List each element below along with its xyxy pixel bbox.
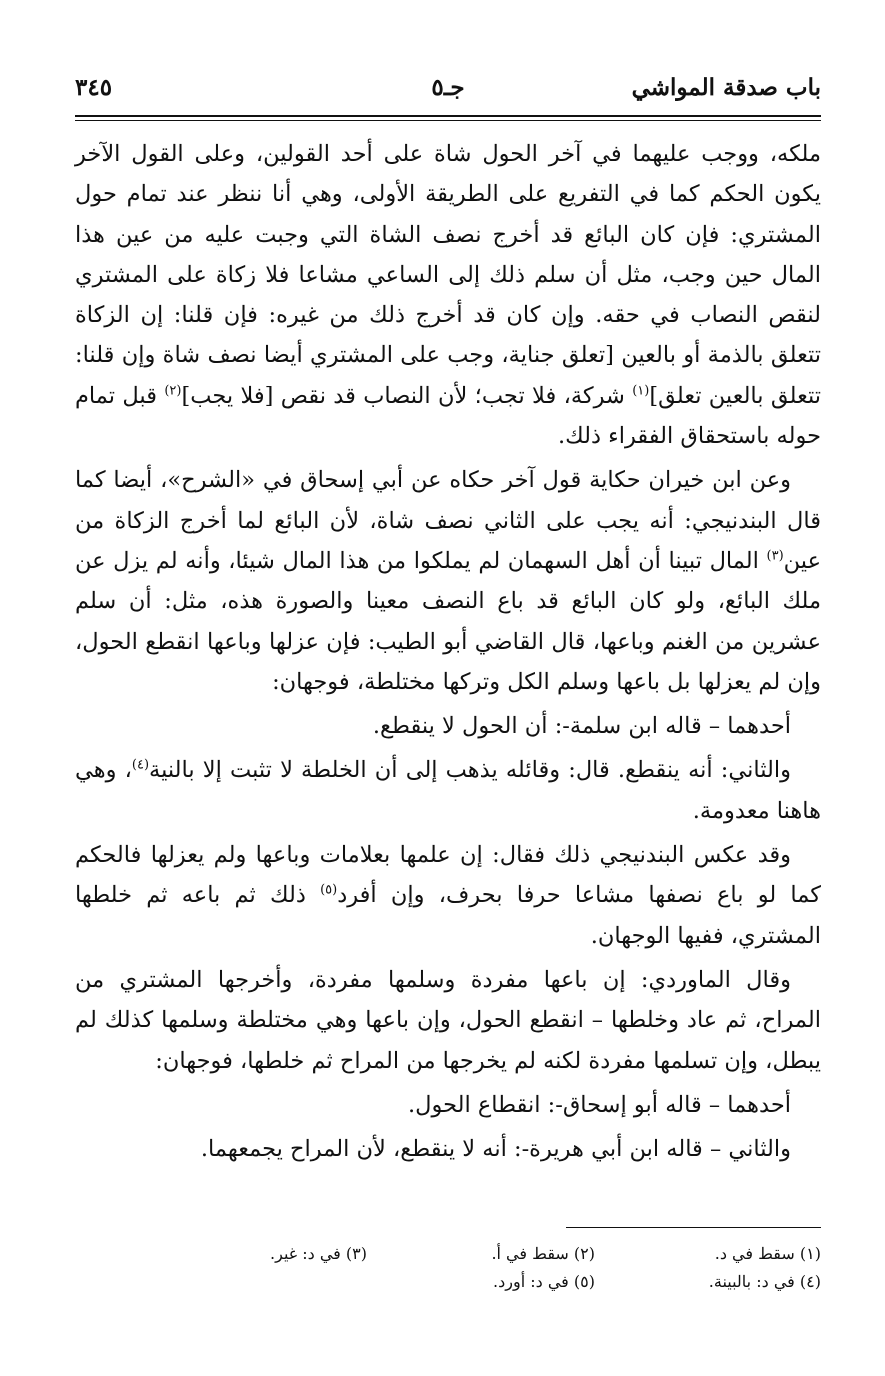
header-rule-thick: [75, 115, 821, 117]
footnote-ref: (٢): [164, 383, 182, 399]
footnote-row: [180, 1240, 821, 1268]
text-run: والثاني: أنه ينقطع. قال: وقائله يذهب إلى أن الخلطة لا تثبت إلا بالنية: [149, 757, 791, 784]
footnote-item: [493, 1268, 595, 1296]
footnote-item: [709, 1268, 821, 1296]
text-run: المال تبينا أن أهل السهمان لم يملكوا من هذا المال شيئا، وأنه لم يزل عن ملك البائع، ولو كان البائع قد باع النصف معينا والصورة هذه، مثل: أن سلم عشرين من الغنم وباعها، قال القاضي أبو الطيب: فإن عزلها وباعها انقطع الحول، وإن لم يعزلها بل باعها وسلم الكل وتركها مختلطة، فوجهان:: [75, 547, 821, 695]
paragraph: وقال الماوردي: إن باعها مفردة وسلمها مفردة، وأخرجها المشتري من المراح، ثم عاد وخلطها – انقطع الحول، وإن باعها وهي مختلطة وسلمها كذلك لم يبطل، وإن تسلمها مفردة لكنه لم يخرجها من المراح ثم خلطها، فوجهان:: [75, 966, 821, 1074]
footnote-ref: (٤): [131, 757, 150, 773]
footnote-number: (٥): [573, 1272, 595, 1291]
text-run: قبل تمام حوله باستحقاق الفقراء ذلك.: [75, 382, 821, 450]
paragraph: أحدهما – قاله ابن سلمة-: أن الحول لا ينقطع.: [372, 713, 791, 740]
footnote-text: في د: أورد.: [493, 1272, 569, 1291]
footnote-number: (١): [799, 1244, 821, 1263]
text-run: ذلك ثم باعه ثم خلطها المشتري، ففيها الوجهان.: [75, 882, 821, 949]
volume-label: جـ٥: [431, 74, 465, 101]
text-run: وعن ابن خيران حكاية قول آخر حكاه عن أبي إسحاق في «الشرح»، أيضا كما قال البندنيجي: أنه يجب على الثاني نصف شاة، لأن البائع لما أخرج الزكاة من عين: [75, 467, 821, 574]
footnote-separator: [566, 1227, 821, 1228]
paragraph: أحدهما – قاله أبو إسحاق-: انقطاع الحول.: [407, 1091, 791, 1118]
footnote-item: [491, 1240, 595, 1268]
footnote-ref: (٥): [320, 882, 338, 898]
footnote-item: [715, 1240, 821, 1268]
footnote-number: (٤): [799, 1272, 821, 1291]
paragraph: [75, 460, 821, 702]
text-run: وقد عكس البندنيجي ذلك فقال: إن علمها بعلامات وباعها ولم يعزلها فالحكم كما لو باع نصفها مشاعا حرفا بحرف، وإن أفرد: [75, 842, 821, 909]
footnote-text: سقط في د.: [714, 1244, 795, 1263]
footnote-number: (٣): [345, 1244, 367, 1263]
paragraph: [75, 750, 821, 831]
paragraph: [75, 835, 821, 956]
main-text: [75, 134, 821, 1194]
footnotes: [180, 1240, 821, 1296]
paragraph: [75, 134, 821, 456]
footnote-row: [180, 1268, 821, 1296]
paragraph: والثاني – قاله ابن أبي هريرة-: أنه لا ينقطع، لأن المراح يجمعهما.: [200, 1136, 791, 1163]
page-header: [75, 70, 821, 110]
text-run: ملكه، ووجب عليهما في آخر الحول شاة على أحد القولين، وعلى القول الآخر يكون الحكم كما في التفريع على الطريقة الأولى، وهي أنا ننظر عند تمام حول المشتري: فإن كان البائع قد أخرج نصف الشاة التي وجبت عليه من عين هذا المال حين وجب، مثل أن سلم ذلك إلى الساعي مشاعا فلا زكاة على المشتري لنقص النصاب في حقه. وإن كان قد أخرج ذلك من غيره: فإن قلنا: إن الزكاة تتعلق بالذمة أو بالعين [تعلق جناية، وجب على المشتري أيضا نصف شاة وإن قلنا: تتعلق بالعين تعلق]: [75, 141, 822, 409]
text-run: ، وهي هاهنا معدومة.: [75, 757, 821, 824]
footnote-text: في د: بالبينة.: [708, 1272, 795, 1291]
text-run: شركة، فلا تجب؛ لأن النصاب قد نقص [فلا يجب]: [181, 382, 633, 409]
page-number: ٣٤٥: [75, 74, 113, 101]
footnote-ref: (٣): [766, 548, 784, 564]
footnote-number: (٢): [573, 1244, 595, 1263]
footnote-text: سقط في أ.: [491, 1244, 569, 1263]
header-rule-thin: [75, 120, 821, 121]
footnote-text: في د: غير.: [270, 1244, 341, 1263]
chapter-title: باب صدقة المواشي: [631, 74, 821, 101]
footnote-item: [270, 1240, 367, 1268]
footnote-ref: (١): [632, 383, 650, 399]
